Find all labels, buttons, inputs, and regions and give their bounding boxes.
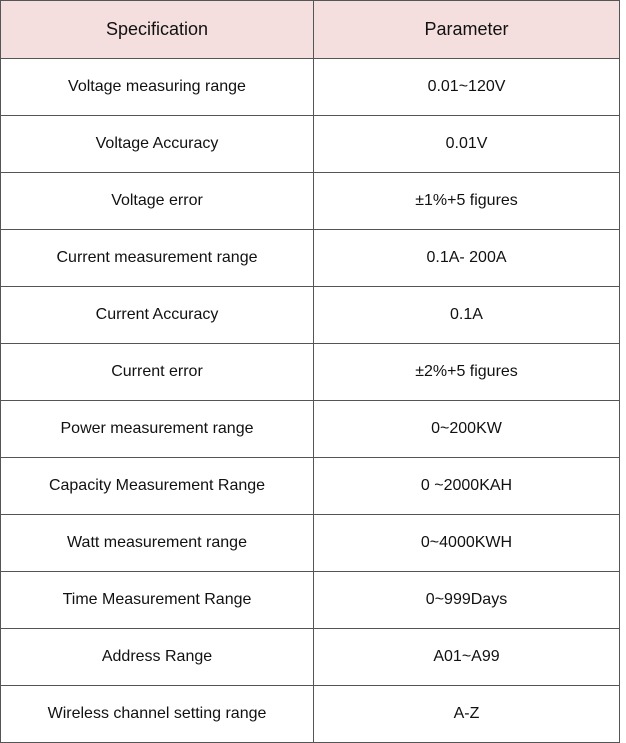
spec-cell: Time Measurement Range xyxy=(1,572,314,629)
param-cell: ±1%+5 figures xyxy=(314,173,620,230)
table-row xyxy=(1,401,620,458)
table-row xyxy=(1,686,620,743)
table-row xyxy=(1,344,620,401)
table-row xyxy=(1,572,620,629)
param-cell: 0.1A- 200A xyxy=(314,230,620,287)
table-row xyxy=(1,629,620,686)
spec-cell: Address Range xyxy=(1,629,314,686)
param-cell: A-Z xyxy=(314,686,620,743)
spec-cell: Current error xyxy=(1,344,314,401)
table-row xyxy=(1,173,620,230)
spec-cell: Voltage error xyxy=(1,173,314,230)
spec-cell: Watt measurement range xyxy=(1,515,314,572)
spec-cell: Wireless channel setting range xyxy=(1,686,314,743)
param-cell: 0~4000KWH xyxy=(314,515,620,572)
spec-cell: Current measurement range xyxy=(1,230,314,287)
spec-cell: Voltage Accuracy xyxy=(1,116,314,173)
table-row xyxy=(1,230,620,287)
spec-cell: Power measurement range xyxy=(1,401,314,458)
spec-cell: Voltage measuring range xyxy=(1,59,314,116)
header-specification: Specification xyxy=(1,1,314,59)
param-cell: 0.01V xyxy=(314,116,620,173)
param-cell: ±2%+5 figures xyxy=(314,344,620,401)
table-row xyxy=(1,59,620,116)
param-cell: 0.01~120V xyxy=(314,59,620,116)
spec-cell: Capacity Measurement Range xyxy=(1,458,314,515)
table-row xyxy=(1,287,620,344)
param-cell: A01~A99 xyxy=(314,629,620,686)
param-cell: 0.1A xyxy=(314,287,620,344)
spec-cell: Current Accuracy xyxy=(1,287,314,344)
header-parameter: Parameter xyxy=(314,1,620,59)
param-cell: 0~999Days xyxy=(314,572,620,629)
table-row xyxy=(1,458,620,515)
table-header-row xyxy=(1,1,620,59)
table-row xyxy=(1,515,620,572)
param-cell: 0~200KW xyxy=(314,401,620,458)
table-row xyxy=(1,116,620,173)
param-cell: 0 ~2000KAH xyxy=(314,458,620,515)
